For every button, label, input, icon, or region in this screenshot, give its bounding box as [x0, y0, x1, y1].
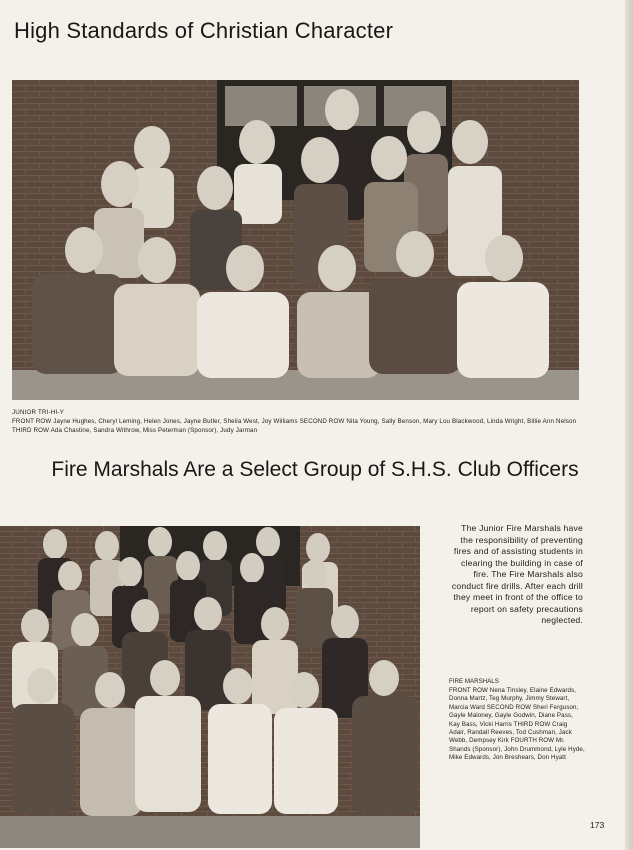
fire-marshals-caption: FRONT ROW Nena Tinsley, Elaine Edwards, Donna Martz, Teg Murphy, Jimmy Stewart, Marcia Ward SECOND ROW Sheri Ferguson, Gayle Maloney, Gayle Godwin, Diane Pass, Kay Bass, Vicki Harris THIRD ROW Craig Adair, Randall Reeves, Tod Cushman, Jack Webb, Dempsey Kirk FOURTH ROW Mr. Shands (Sponsor), John Drummond, Lyle Hyde, Mike Edwards, Jon Breshears, Don Hyatt	[449, 687, 585, 762]
page-edge	[625, 0, 633, 850]
section-title: Fire Marshals Are a Select Group of S.H.S. Club Officers	[51, 458, 579, 481]
tri-hi-y-caption: FRONT ROW Jayne Hughes, Cheryl Leming, Helen Jones, Jayne Butler, Sheila West, Joy Williams SECOND ROW Nita Young, Sally Benson, Mary Lou Blackwood, Linda Wright, Billie Ann Nelson THIRD ROW Ada Chastine, Sandra Withrow, Miss Peterman (Sponsor), Judy Jarman	[12, 418, 577, 434]
fire-marshals-group-photo	[0, 526, 420, 848]
page-number: 173	[590, 820, 605, 830]
page-title: High Standards of Christian Character	[14, 18, 394, 43]
fire-marshals-caption-heading: FIRE MARSHALS	[449, 678, 499, 685]
tri-hi-y-caption-heading: JUNIOR TRI-HI-Y	[12, 409, 65, 416]
fire-marshals-description: The Junior Fire Marshals have the responsibility of preventing fires and of assisting students in clearing the building in case of fire. The Fire Marshals also conduct fire drills. After each drill they meet in front of the office to report on safety precautions neglected.	[451, 523, 583, 625]
tri-hi-y-group-photo	[12, 80, 579, 400]
